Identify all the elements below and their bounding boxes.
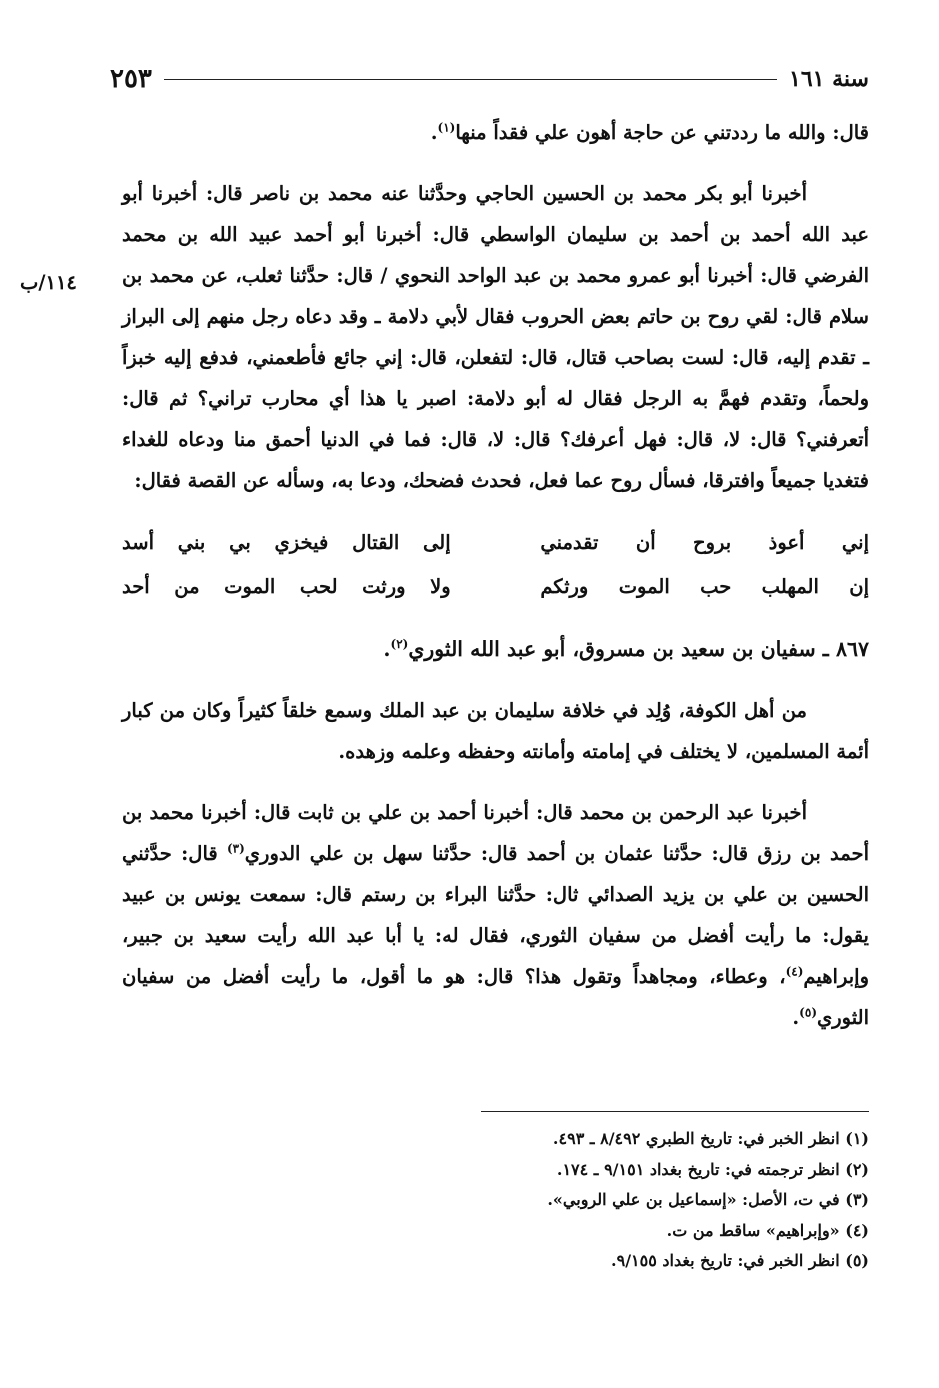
footnote-2: (٢) انظر ترجمته في: تاريخ بغداد ٩/١٥١ ـ ١٧٤. bbox=[556, 1159, 869, 1179]
paragraph-4-end: . bbox=[792, 1006, 800, 1029]
header-year: سنة ١٦١ bbox=[789, 66, 869, 92]
footnote-ref-4: (٤) bbox=[785, 964, 804, 979]
poem-verse-2-second-hemistich: ولا ورثت لحب الموت من أحد bbox=[122, 575, 451, 598]
entry-heading-end: . bbox=[383, 637, 391, 661]
paragraph-4-text-c: ، وعطاء، ومجاهداً وتقول هذا؟ قال: هو ما أقول، ما رأيت أفضل من سفيان الثوري bbox=[122, 965, 869, 1029]
poem-verse-1 bbox=[122, 521, 869, 565]
entry-heading-text: ٨٦٧ ـ سفيان بن سعيد بن مسروق، أبو عبد الله الثوري bbox=[408, 637, 869, 661]
paragraph-4 bbox=[122, 792, 869, 1038]
footnote-ref-5: (٥) bbox=[799, 1005, 817, 1020]
page-number: ٢٥٣ bbox=[110, 64, 152, 94]
footnotes bbox=[200, 1124, 869, 1277]
poem bbox=[122, 521, 869, 609]
entry-heading bbox=[122, 629, 869, 670]
footnote-ref-2: (٢) bbox=[390, 637, 409, 652]
paragraph-3: من أهل الكوفة، وُلِد في خلافة سليمان بن عبد الملك وسمع خلقاً كثيراً وكان من كبار أئمة المسلمين، لا يختلف في إمامته وأمانته وحفظه وعلمه وزهده. bbox=[122, 699, 869, 763]
paragraph-1 bbox=[122, 112, 869, 153]
footnote-ref-3: (٣) bbox=[226, 841, 245, 856]
running-header bbox=[110, 62, 869, 96]
footnote-separator bbox=[481, 1111, 869, 1112]
paragraph-1-text: قال: والله ما رددتني عن حاجة أهون علي فقداً منها bbox=[455, 121, 869, 144]
poem-verse-1-first-hemistich: إني أعوذ بروح أن تقدمني bbox=[540, 531, 869, 554]
footnote-1: (١) انظر الخبر في: تاريخ الطبري ٨/٤٩٢ ـ ٤٩٣. bbox=[552, 1129, 869, 1148]
margin-folio-reference: ١١٤/ب bbox=[20, 271, 77, 294]
main-text bbox=[122, 112, 869, 1038]
footnote-5: (٥) انظر الخبر في: تاريخ بغداد ٩/١٥٥. bbox=[611, 1251, 869, 1270]
footnote-4: (٤) «وإبراهيم» ساقط من ت. bbox=[666, 1220, 869, 1240]
footnote-3: (٣) في ت، الأصل: «إسماعيل بن علي الروبي». bbox=[547, 1190, 869, 1209]
paragraph-4-text-a: أخبرنا عبد الرحمن بن محمد قال: أخبرنا أحمد بن علي بن ثابت قال: أخبرنا محمد بن أحمد بن رزق قال: حدَّثنا عثمان بن أحمد قال: حدَّثنا سهل بن علي الدوري bbox=[122, 801, 870, 865]
paragraph-4-text-b: قال: حدَّثني الحسين بن علي بن يزيد الصدائي ثال: حدَّثنا البراء بن رستم قال: سمعت يونس بن عبيد يقول: ما رأيت أفضل من سفيان الثوري، فقال له: يا أبا عبد الله رأيت سعيد بن جبير، وإبراهيم bbox=[122, 842, 869, 988]
poem-verse-2 bbox=[122, 565, 869, 609]
paragraph-1-end: . bbox=[430, 121, 438, 144]
poem-verse-1-second-hemistich: إلى القتال فيخزي بي بني أسد bbox=[122, 531, 451, 554]
paragraph-2: أخبرنا أبو بكر محمد بن الحسين الحاجي وحدَّثنا عنه محمد بن ناصر قال: أخبرنا أبو عبد الله أحمد بن أحمد بن سليمان الواسطي قال: أخبرنا أبو أحمد عبيد الله بن محمد الفرضي قال: أخبرنا أبو عمرو محمد بن عبد الواحد النحوي / قال: حدَّثنا ثعلب، عن محمد بن سلام قال: لقي روح بن حاتم بعض الحروب فقال لأبي دلامة ـ وقد دعاه رجل منهم إلى البراز ـ تقدم إليه، قال: لست بصاحب قتال، قال: لتفعلن، قال: إني جائع فأطعمني، فدفع إليه خبزاً ولحماً، وتقدم فهمَّ به الرجل فقال له أبو دلامة: اصبر يا هذا أي محارب تراني؟ ثم قال: أتعرفني؟ قال: لا، قال: فهل أعرفك؟ قال: لا، قال: فما في الدنيا أحمق منا ودعاه للغداء فتغديا جميعاً وافترقا، فسأل روح عما فعل، فحدث فضحك، ودعا به، وسأله عن القصة فقال: bbox=[122, 182, 869, 492]
footnote-ref-1: (١) bbox=[437, 120, 456, 135]
header-rule bbox=[164, 79, 777, 80]
poem-verse-2-first-hemistich: إن المهلب حب الموت ورثكم bbox=[540, 575, 869, 598]
